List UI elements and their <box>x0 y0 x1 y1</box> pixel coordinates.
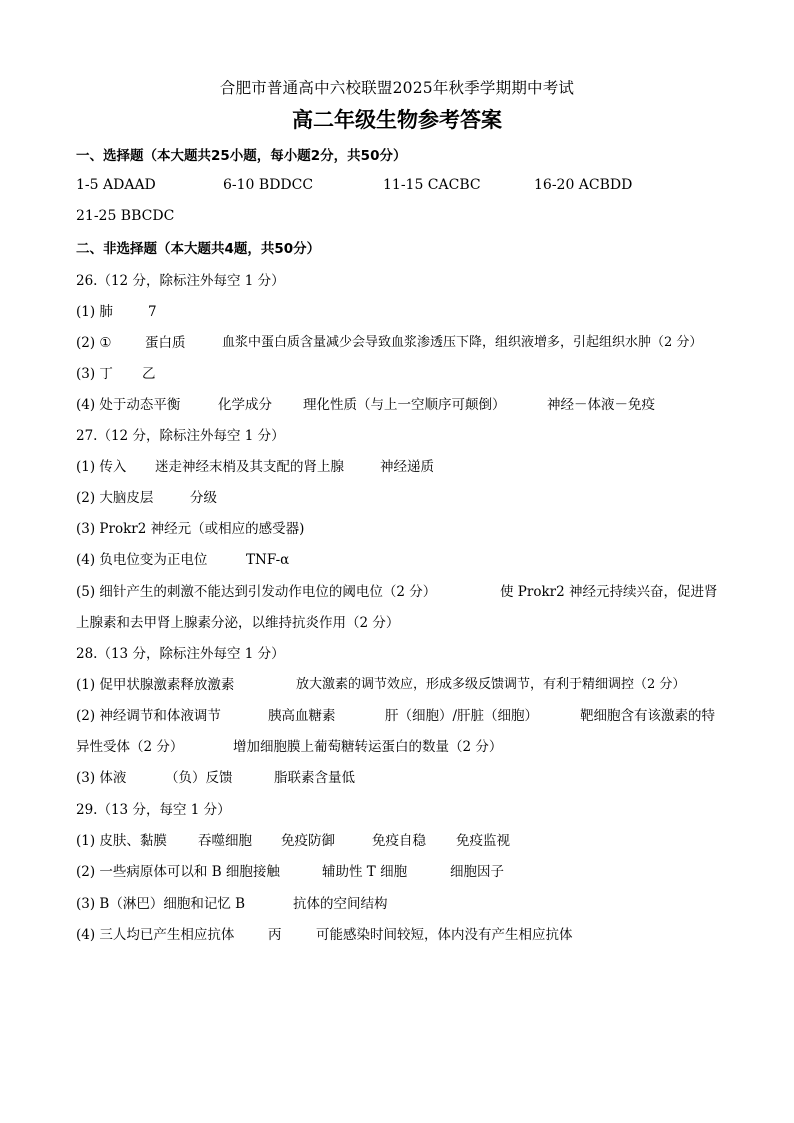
q28-3-a: (3) 体液 <box>76 770 127 786</box>
q26-2-b: 蛋白质 <box>145 335 186 351</box>
section1-heading: 一、选择题（本大题共25小题，每小题2分，共50分） <box>76 148 407 164</box>
mc-answers-6-10: 6-10 BDDCC <box>223 177 314 193</box>
q26-3-a: (3) 丁 <box>76 366 113 382</box>
q29-2-a: (2) 一些病原体可以和 B 细胞接触 <box>76 864 280 880</box>
exam-title: 合肥市普通高中六校联盟2025年秋季学期期中考试 <box>219 79 575 97</box>
mc-answers-21-25: 21-25 BBCDC <box>76 208 175 224</box>
q26-3-b: 乙 <box>142 366 156 382</box>
q28-1-a: (1) 促甲状腺激素释放激素 <box>76 677 235 693</box>
q27-3-a: (3) Prokr2 神经元（或相应的感受器) <box>76 521 305 537</box>
q27-heading: 27.（12 分，除标注外每空 1 分） <box>76 428 285 444</box>
q29-1-e: 免疫监视 <box>456 833 510 849</box>
q27-5-b: 使 Prokr2 神经元持续兴奋，促进肾 <box>500 584 718 600</box>
q29-1-c: 免疫防御 <box>281 833 335 849</box>
q28-3-b: （负）反馈 <box>165 770 233 786</box>
q28-2-f: 增加细胞膜上葡萄糖转运蛋白的数量（2 分） <box>233 739 503 755</box>
mc-answers-16-20: 16-20 ACBDD <box>534 177 633 193</box>
q26-1-a: (1) 肺 <box>76 304 113 320</box>
q28-2-b: 胰高血糖素 <box>268 708 336 724</box>
q28-2-c: 肝（细胞）/肝脏（细胞） <box>385 708 539 724</box>
q27-5-a: (5) 细针产生的刺激不能达到引发动作电位的阈电位（2 分） <box>76 584 437 600</box>
q29-3-b: 抗体的空间结构 <box>293 896 388 912</box>
mc-answers-1-5: 1-5 ADAAD <box>76 177 156 193</box>
q29-2-b: 辅助性 T 细胞 <box>322 864 408 880</box>
q28-2-e: 异性受体（2 分） <box>76 739 184 755</box>
q26-4-a: (4) 处于动态平衡 <box>76 397 181 413</box>
q28-heading: 28.（13 分，除标注外每空 1 分） <box>76 646 285 662</box>
q26-4-c: 理化性质（与上一空顺序可颠倒） <box>303 397 506 413</box>
q27-1-b: 迷走神经末梢及其支配的肾上腺 <box>155 459 344 475</box>
q27-2-a: (2) 大脑皮层 <box>76 490 154 506</box>
q26-4-b: 化学成分 <box>218 397 272 413</box>
q29-4-a: (4) 三人均已产生相应抗体 <box>76 927 235 943</box>
q29-3-a: (3) B（淋巴）细胞和记忆 B <box>76 896 246 912</box>
q28-3-c: 脂联素含量低 <box>274 770 355 786</box>
q29-1-a: (1) 皮肤、黏膜 <box>76 833 167 849</box>
q27-4-b: TNF-α <box>246 552 290 568</box>
q28-2-a: (2) 神经调节和体液调节 <box>76 708 221 724</box>
q29-1-d: 免疫自稳 <box>372 833 426 849</box>
q29-heading: 29.（13 分，每空 1 分） <box>76 802 231 818</box>
q27-1-a: (1) 传入 <box>76 459 127 475</box>
q26-2-c: 血浆中蛋白质含量减少会导致血浆渗透压下降，组织液增多，引起组织水肿（2 分） <box>222 335 703 350</box>
answer-key-title: 高二年级生物参考答案 <box>292 108 502 132</box>
q28-1-b: 放大激素的调节效应，形成多级反馈调节，有利于精细调控（2 分） <box>296 677 686 692</box>
q26-4-d: 神经－体液－免疫 <box>547 397 655 413</box>
q28-2-d: 靶细胞含有该激素的特 <box>580 708 715 724</box>
q29-4-c: 可能感染时间较短，体内没有产生相应抗体 <box>316 927 573 943</box>
q26-1-b: 7 <box>148 304 157 320</box>
q29-2-c: 细胞因子 <box>450 864 504 880</box>
mc-answers-11-15: 11-15 CACBC <box>383 177 481 193</box>
q27-2-b: 分级 <box>190 490 217 506</box>
q26-2-a: (2) ① <box>76 335 112 351</box>
q27-1-c: 神经递质 <box>380 459 434 475</box>
q27-5-c: 上腺素和去甲肾上腺素分泌，以维持抗炎作用（2 分） <box>76 615 400 631</box>
q27-4-a: (4) 负电位变为正电位 <box>76 552 208 568</box>
section2-heading: 二、非选择题（本大题共4题，共50分） <box>76 241 321 257</box>
q26-heading: 26.（12 分，除标注外每空 1 分） <box>76 273 285 289</box>
q29-4-b: 丙 <box>268 927 282 943</box>
q29-1-b: 吞噬细胞 <box>198 833 252 849</box>
